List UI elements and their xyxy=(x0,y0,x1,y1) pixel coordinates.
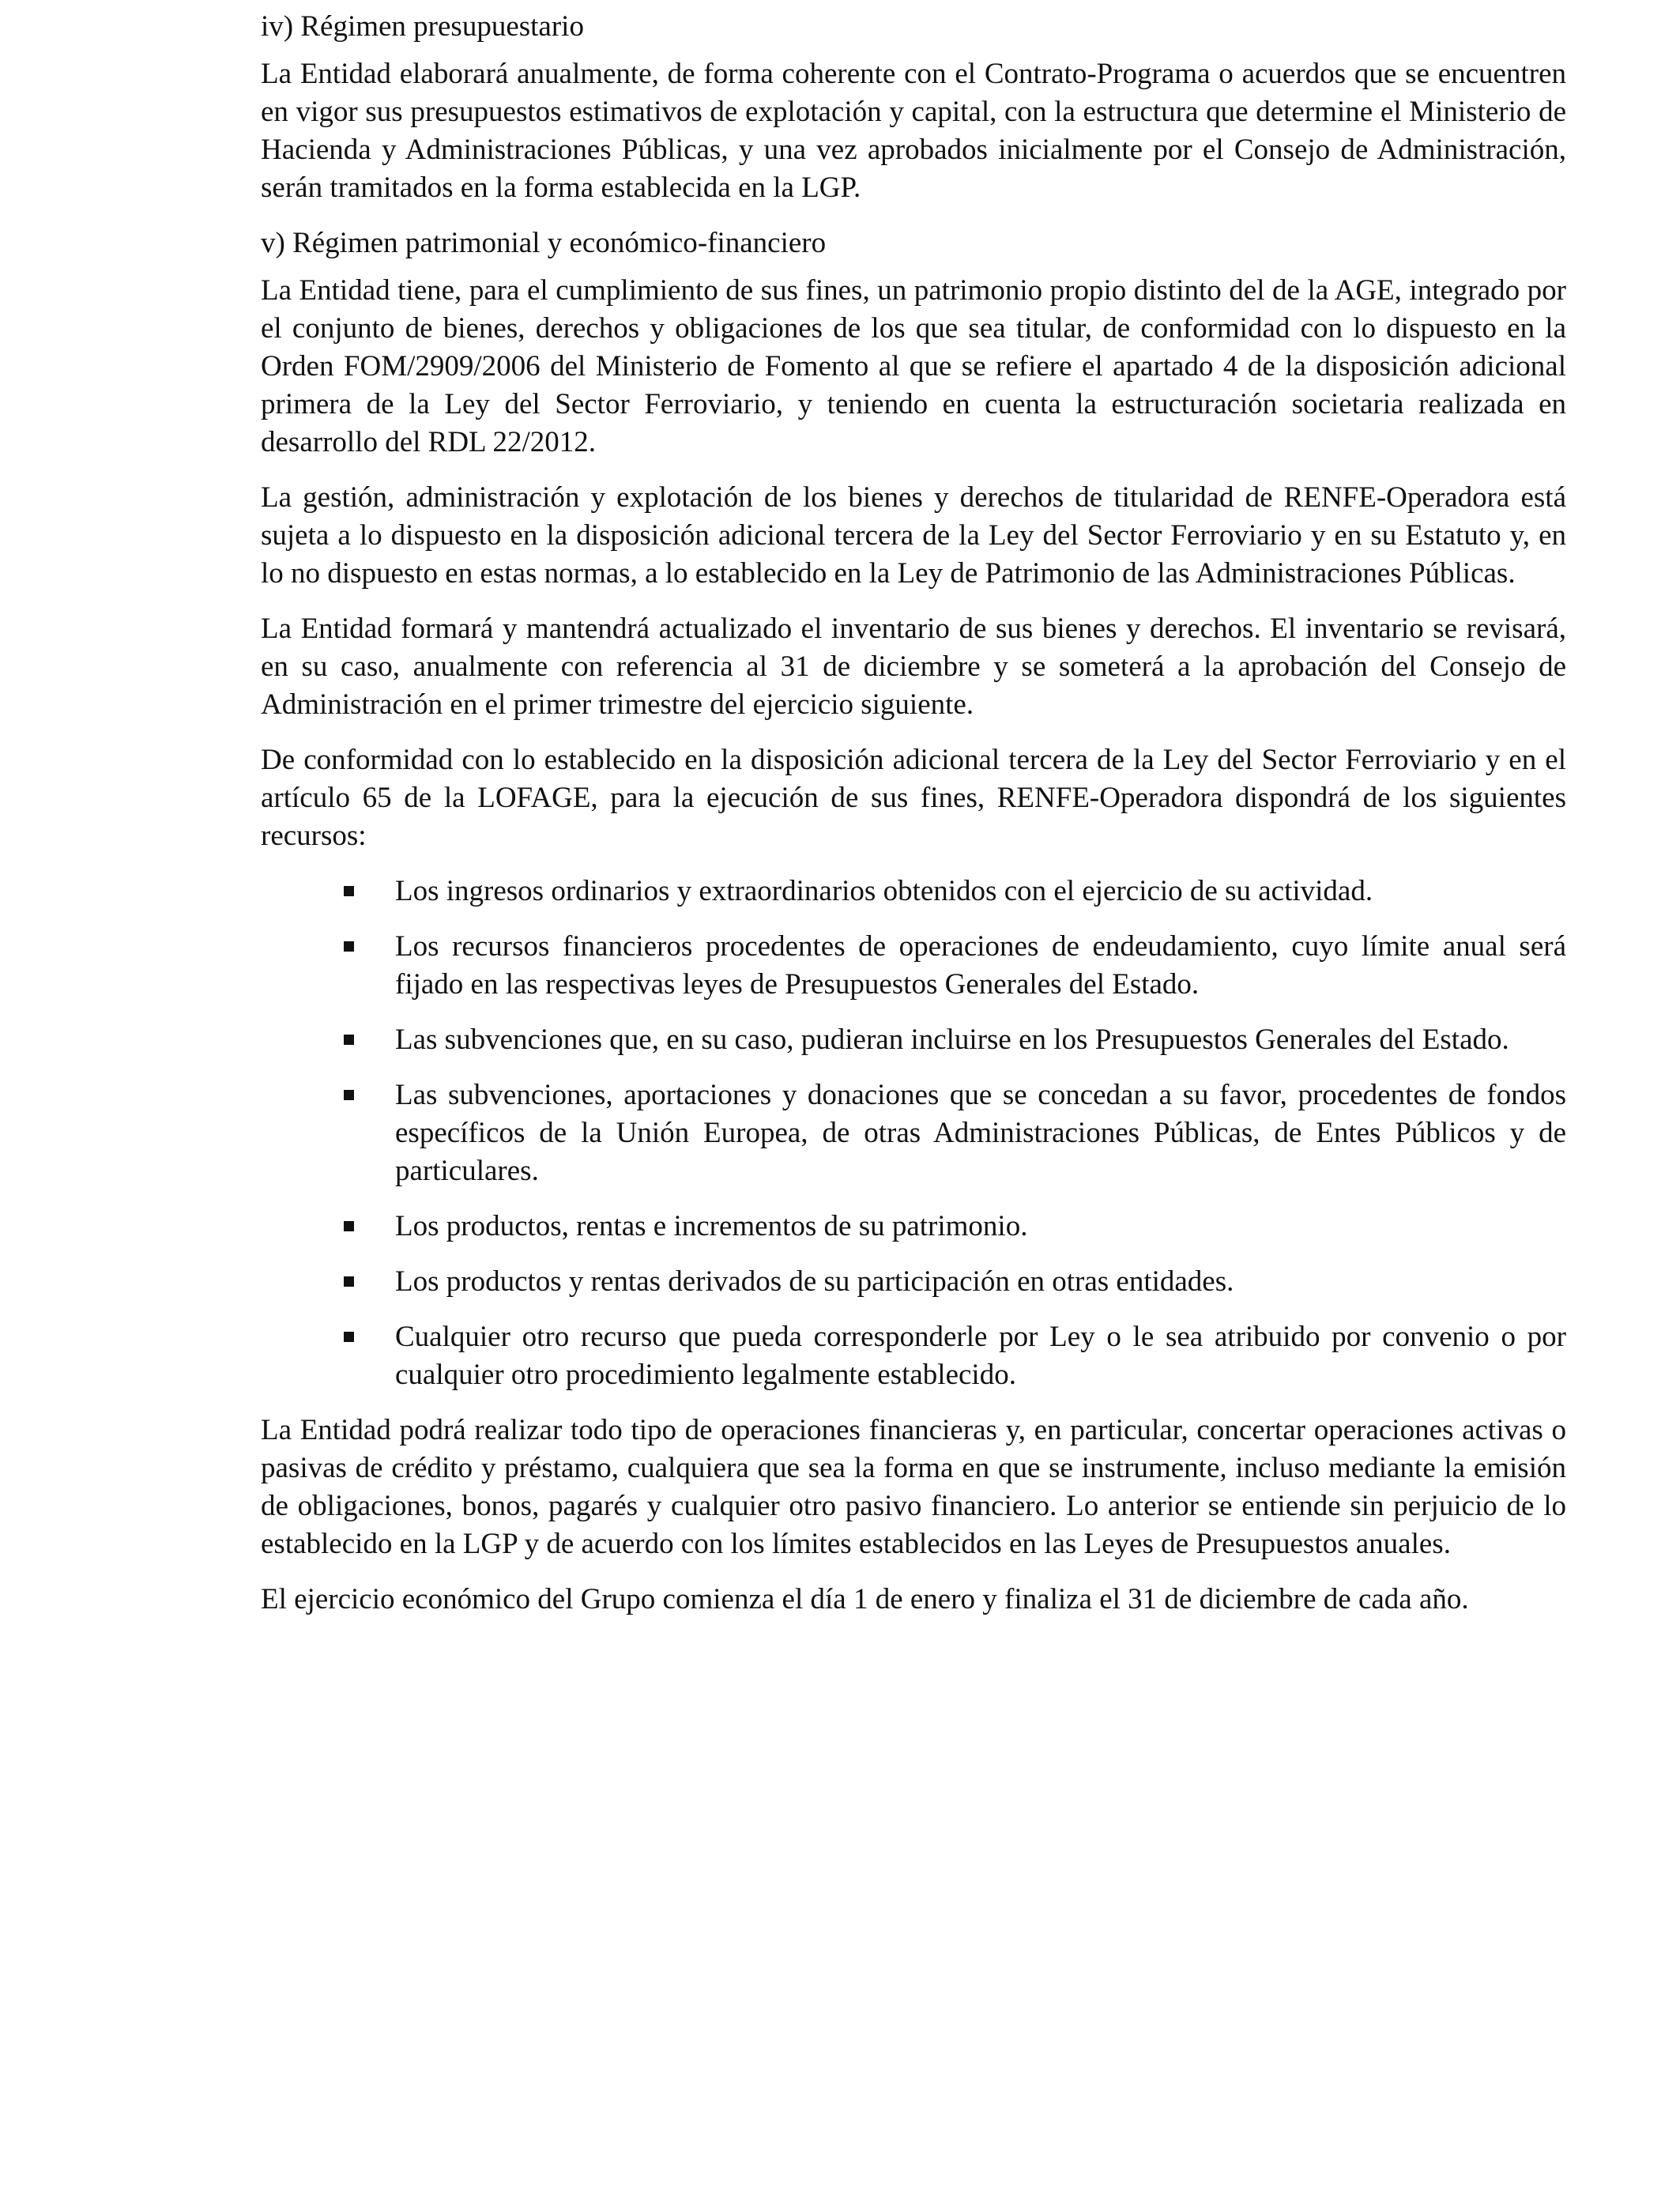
square-bullet-icon xyxy=(344,1276,354,1287)
square-bullet-icon xyxy=(344,1035,354,1045)
square-bullet-icon xyxy=(344,886,354,896)
list-item-text: Las subvenciones, aportaciones y donaciones que se concedan a su favor, procedentes de fondos específicos de la Unión Europea, de otras Administraciones Públicas, de Entes Públicos y de particulares. xyxy=(395,1079,1566,1187)
list-item-text: Los recursos financieros procedentes de operaciones de endeudamiento, cuyo límite anual será fijado en las respectivas leyes de Presupuestos Generales del Estado. xyxy=(395,930,1566,1001)
list-item-text: Las subvenciones que, en su caso, pudieran incluirse en los Presupuestos Generales del Estado. xyxy=(395,1023,1509,1056)
list-item-text: Los productos y rentas derivados de su participación en otras entidades. xyxy=(395,1265,1234,1298)
document-body xyxy=(261,8,1566,1636)
list-item-text: Los ingresos ordinarios y extraordinarios obtenidos con el ejercicio de su actividad. xyxy=(395,875,1373,907)
list-item xyxy=(261,873,1566,910)
list-item xyxy=(261,1208,1566,1246)
list-item-text: Cualquier otro recurso que pueda corresponderle por Ley o le sea atribuido por convenio o por cualquier otro procedimiento legalmente establecido. xyxy=(395,1321,1566,1391)
list-item xyxy=(261,1021,1566,1059)
section-heading-patrimonial: v) Régimen patrimonial y económico-financiero xyxy=(261,227,827,259)
square-bullet-icon xyxy=(344,1221,354,1231)
list-item xyxy=(261,1263,1566,1301)
resources-list xyxy=(261,873,1566,1394)
list-item-text: Los productos, rentas e incrementos de su patrimonio. xyxy=(395,1210,1028,1242)
square-bullet-icon xyxy=(344,1332,354,1342)
paragraph-patrimony: La Entidad tiene, para el cumplimiento de sus fines, un patrimonio propio distinto del de la AGE, integrado por el conjunto de bienes, derechos y obligaciones de los que sea titular, de conformidad con lo dispuesto en la Orden FOM/2909/2006 del Ministerio de Fomento al que se refiere el apartado 4 de la disposición adicional primera de la Ley del Sector Ferroviario, y teniendo en cuenta la estructuración societaria realizada en desarrollo del RDL 22/2012. xyxy=(261,274,1566,458)
square-bullet-icon xyxy=(344,1090,354,1100)
paragraph-fiscal-year: El ejercicio económico del Grupo comienza el día 1 de enero y finaliza el 31 de diciembre de cada año. xyxy=(261,1583,1469,1615)
list-item xyxy=(261,928,1566,1004)
section-heading-budget: iv) Régimen presupuestario xyxy=(261,10,584,43)
paragraph-budget: La Entidad elaborará anualmente, de forma coherente con el Contrato-Programa o acuerdos que se encuentren en vigor sus presupuestos estimativos de explotación y capital, con la estructura que determine el Ministerio de Hacienda y Administraciones Públicas, y una vez aprobados inicialmente por el Consejo de Administración, serán tramitados en la forma establecida en la LGP. xyxy=(261,58,1566,204)
paragraph-management: La gestión, administración y explotación de los bienes y derechos de titularidad de RENFE-Operadora está sujeta a lo dispuesto en la disposición adicional tercera de la Ley del Sector Ferroviario y en su Estatuto y, en lo no dispuesto en estas normas, a lo establecido en la Ley de Patrimonio de las Administraciones Públicas. xyxy=(261,481,1566,590)
paragraph-financial-operations: La Entidad podrá realizar todo tipo de operaciones financieras y, en particular, concertar operaciones activas o pasivas de crédito y préstamo, cualquiera que sea la forma en que se instrumente, incluso mediante la emisión de obligaciones, bonos, pagarés y cualquier otro pasivo financiero. Lo anterior se entiende sin perjuicio de lo establecido en la LGP y de acuerdo con los límites establecidos en las Leyes de Presupuestos anuales. xyxy=(261,1414,1566,1560)
paragraph-inventory: La Entidad formará y mantendrá actualizado el inventario de sus bienes y derechos. El inventario se revisará, en su caso, anualmente con referencia al 31 de diciembre y se someterá a la aprobación del Consejo de Administración en el primer trimestre del ejercicio siguiente. xyxy=(261,613,1566,721)
square-bullet-icon xyxy=(344,941,354,952)
list-item xyxy=(261,1318,1566,1394)
paragraph-resources-intro: De conformidad con lo establecido en la disposición adicional tercera de la Ley del Sector Ferroviario y en el artículo 65 de la LOFAGE, para la ejecución de sus fines, RENFE-Operadora dispondrá de los siguientes recursos: xyxy=(261,744,1566,852)
list-item xyxy=(261,1076,1566,1190)
